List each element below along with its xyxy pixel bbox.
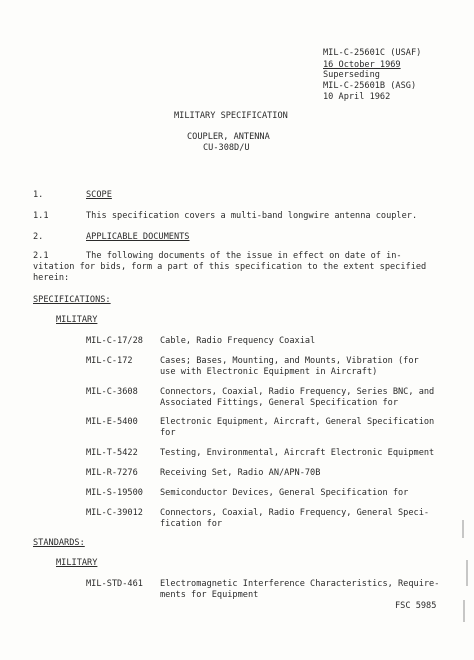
spec-code: MIL-R-7276 xyxy=(86,468,138,478)
section-2-1-line: vitation for bids, form a part of this specification to the extent specified xyxy=(33,262,427,272)
spec-title-line: Electronic Equipment, Aircraft, General Specification xyxy=(160,417,435,427)
superseding-label: Superseding xyxy=(323,70,380,80)
spec-code: MIL-E-5400 xyxy=(86,417,138,427)
section-2-1-line: herein: xyxy=(33,273,70,283)
standards-heading: STANDARDS: xyxy=(33,538,85,548)
spec-title-line: Receiving Set, Radio AN/APN-70B xyxy=(160,468,321,478)
section-1-number: 1. xyxy=(33,190,44,200)
scan-edge-mark xyxy=(463,600,465,622)
scan-edge-mark xyxy=(462,520,464,538)
spec-title-line: Connectors, Coaxial, Radio Frequency, Series BNC, and xyxy=(160,387,435,397)
spec-code: MIL-T-5422 xyxy=(86,448,138,458)
specifications-heading: SPECIFICATIONS: xyxy=(33,295,111,305)
item-designation: CU-308D/U xyxy=(203,143,250,153)
section-2-number: 2. xyxy=(33,232,44,242)
standard-title-line: Electromagnetic Interference Characteristics, Require- xyxy=(160,579,440,589)
spec-code: MIL-S-19500 xyxy=(86,488,143,498)
section-1-1-number: 1.1 xyxy=(33,211,49,221)
spec-title-line: Testing, Environmental, Aircraft Electronic Equipment xyxy=(160,448,435,458)
specifications-military-subheading: MILITARY xyxy=(56,315,98,325)
spec-code: MIL-C-3608 xyxy=(86,387,138,397)
superseded-number: MIL-C-25601B (ASG) xyxy=(323,81,417,91)
spec-title-line: Associated Fittings, General Specification for xyxy=(160,398,398,408)
standard-title-line: ments for Equipment xyxy=(160,590,259,600)
spec-code: MIL-C-172 xyxy=(86,356,133,366)
spec-title-line: fication for xyxy=(160,519,223,529)
standards-military-subheading: MILITARY xyxy=(56,558,98,568)
scan-edge-mark xyxy=(466,560,468,586)
spec-title: MILITARY SPECIFICATION xyxy=(174,111,288,121)
doc-date: 16 October 1969 xyxy=(323,60,401,70)
section-1-1-text: This specification covers a multi-band longwire antenna coupler. xyxy=(86,211,418,221)
spec-title-line: Connectors, Coaxial, Radio Frequency, General Speci- xyxy=(160,508,430,518)
section-1-title: SCOPE xyxy=(86,190,112,200)
section-2-1-number: 2.1 xyxy=(33,251,49,261)
spec-title-line: Semiconductor Devices, General Specification for xyxy=(160,488,409,498)
section-2-1-line: The following documents of the issue in effect on date of in- xyxy=(86,251,402,261)
standard-code: MIL-STD-461 xyxy=(86,579,143,589)
item-name: COUPLER, ANTENNA xyxy=(187,132,270,142)
spec-title-line: Cases; Bases, Mounting, and Mounts, Vibration (for xyxy=(160,356,419,366)
doc-number: MIL-C-25601C (USAF) xyxy=(323,48,422,58)
section-2-title: APPLICABLE DOCUMENTS xyxy=(86,232,190,242)
spec-title-line: for xyxy=(160,428,176,438)
spec-title-line: use with Electronic Equipment in Aircraft) xyxy=(160,367,378,377)
spec-title-line: Cable, Radio Frequency Coaxial xyxy=(160,336,316,346)
fsc-code: FSC 5985 xyxy=(395,601,437,611)
spec-code: MIL-C-17/28 xyxy=(86,336,143,346)
superseded-date: 10 April 1962 xyxy=(323,92,391,102)
spec-code: MIL-C-39012 xyxy=(86,508,143,518)
